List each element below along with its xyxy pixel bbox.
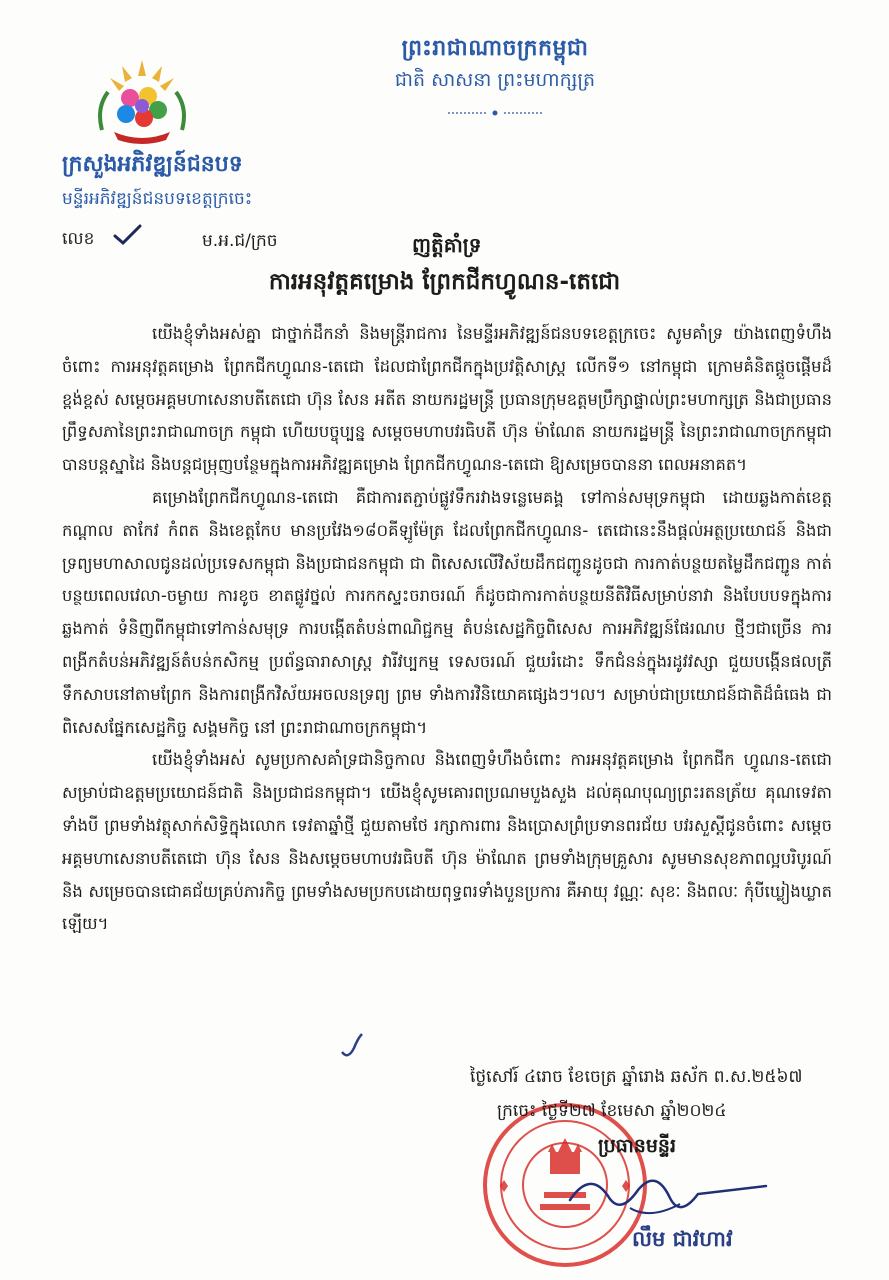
- reference-number: ម.អ.ជ/ក្រច: [202, 231, 278, 251]
- ornamental-divider: [440, 108, 550, 118]
- document-title: ការអនុវត្តគម្រោង ព្រែកជីកហ្វូណន-តេជោ: [268, 269, 621, 295]
- document-body: [62, 318, 832, 941]
- kingdom-name: ព្រះរាជាណាចក្រកម្ពុជា: [401, 36, 589, 61]
- handwritten-signature: [560, 1160, 780, 1230]
- ministry-logo: [92, 58, 192, 148]
- ministry-name: ក្រសួងអភិវឌ្ឍន៍ជនបទ: [62, 152, 243, 177]
- director-title: ប្រធានមន្ទីរ: [598, 1135, 677, 1157]
- national-motto: ជាតិ សាសនា ព្រះមហាក្សត្រ: [394, 69, 596, 91]
- document-type: ញត្តិគាំទ្រ: [412, 233, 482, 257]
- department-name: មន្ទីរអភិវឌ្ឍន៍ជនបទខេត្តក្រចេះ: [62, 189, 253, 209]
- pen-mark-icon: [338, 1030, 368, 1060]
- checkmark-icon: [112, 224, 142, 246]
- body-paragraph-3: យើងខ្ញុំទាំងអស់ សូមប្រកាសគាំទ្រជានិច្ចកាល និងពេញទំហឹងចំពោះ ការអនុវត្តគម្រោង ព្រែកជីក ហ្វូណន-តេជោ សម្រាប់ជាឧត្តមប្រយោជន៍ជាតិ និងប្រជាជនកម្ពុជា។ យើងខ្ញុំសូមគោរពប្រណមបួងសួង ដល់គុណបុណ្យព្រះរតនត្រ័យ គុណទេវតាទាំងបី ព្រមទាំងវត្ថុសាក់សិទ្ធិក្នុងលោក ទេវតាឆ្នាំថ្មី ជួយតាមថែ រក្សាការពារ និងប្រោសព្រំប្រទានពរជ័យ បវរសួស្តីជូនចំពោះ សម្តេចអគ្គមហាសេនាបតីតេជោ ហ៊ុន សែន និងសម្តេចមហាបវរធិបតី ហ៊ុន ម៉ាណែត ព្រមទាំងក្រុមគ្រួសារ សូមមានសុខភាពល្អបរិបូរណ៍ និង សម្រេចបានជោគជ័យគ្រប់ភារកិច្ច ព្រមទាំងសមប្រកបដោយពុទ្ធពរទាំងបួនប្រការ គឺអាយុ វណ្ណៈ សុខៈ និងពលៈ កុំបីឃ្លៀងឃ្លាតឡើយ។: [62, 750, 832, 934]
- signer-name: លឹម ជាវហាវ: [632, 1227, 733, 1251]
- body-paragraph-1: យើងខ្ញុំទាំងអស់គ្នា ជាថ្នាក់ដឹកនាំ និងមន្ត្រីរាជការ នៃមន្ទីរអភិវឌ្ឍន៍ជនបទខេត្តក្រចេះ សូមគាំទ្រ យ៉ាងពេញទំហឹងចំពោះ ការអនុវត្តគម្រោង ព្រែកជីកហ្វូណន-តេជោ ដែលជាព្រែកជីកក្នុងប្រវត្តិសាស្ត្រ លើកទី១ នៅកម្ពុជា ក្រោមគំនិតផ្តួចផ្តើមដ៏ខ្ពង់ខ្ពស់ សម្តេចអគ្គមហាសេនាបតីតេជោ ហ៊ុន សែន អតីត នាយករដ្ឋមន្ត្រី ប្រធានក្រុមឧត្តមប្រឹក្សាផ្ទាល់ព្រះមហាក្សត្រ និងជាប្រធានព្រឹទ្ធសភានៃព្រះរាជាណាចក្រ កម្ពុជា ហើយបច្ចុប្បន្ន សម្តេចមហាបវរធិបតី ហ៊ុន ម៉ាណែត នាយករដ្ឋមន្ត្រី នៃព្រះរាជាណាចក្រកម្ពុជា បានបន្តស្នាដៃ និងបន្តជម្រុញបន្ថែមក្នុងការអភិវឌ្ឍគម្រោង ព្រែកជីកហ្វូណន-តេជោ ឱ្យសម្រេចបាននា ពេលអនាគត។: [62, 324, 832, 475]
- body-paragraph-2: គម្រោងព្រែកជីកហ្វូណន-តេជោ គឺជាការតភ្ជាប់ផ្លូវទឹករវាងទន្លេមេគង្គ ទៅកាន់សមុទ្រកម្ពុជា ដោយឆ្លងកាត់ខេត្តកណ្តាល តាកែវ កំពត និងខេត្តកែប មានប្រវែង១៨០គីឡូម៉ែត្រ ដែលព្រែកជីកហ្វូណន- តេជោនេះនឹងផ្តល់អត្ថប្រយោជន៍ និងជាទ្រព្យមហាសាលជូនដល់ប្រទេសកម្ពុជា និងប្រជាជនកម្ពុជា ជា ពិសេសលើវិស័យដឹកជញ្ជូនដូចជា ការកាត់បន្ថយតម្លៃដឹកជញ្ជូន កាត់បន្ថយពេលវេលា-ចម្ងាយ ការខូច ខាតផ្លូវថ្នល់ ការកកស្ទះចរាចរណ៍ ក៏ដូចជាការកាត់បន្ថយនីតិវិធីសម្រាប់នាវា និងបែបបទក្នុងការឆ្លងកាត់ ទំនិញពីកម្ពុជាទៅកាន់សមុទ្រ ការបង្កើតតំបន់ពាណិជ្ជកម្ម តំបន់សេដ្ឋកិច្ចពិសេស ការអភិវឌ្ឍន៍ផែរណប ថ្មីៗជាច្រើន ការពង្រីកតំបន់អភិវឌ្ឍន៍តំបន់កសិកម្ម ប្រព័ន្ធធារាសាស្ត្រ វារីវប្បកម្ម ទេសចរណ៍ ជួយរំដោះ ទឹកជំនន់ក្នុងរដូវវស្សា ជួយបង្កើនផលត្រីទឹកសាបនៅតាមព្រែក និងការពង្រីកវិស័យអចលនទ្រព្យ ព្រម ទាំងការវិនិយោគផ្សេងៗ។ល។ សម្រាប់ជាប្រយោជន៍ជាតិដ៏ធំធេង ជាពិសេសផ្នែកសេដ្ឋកិច្ច សង្គមកិច្ច នៅ ព្រះរាជាណាចក្រកម្ពុជា។: [62, 487, 832, 737]
- reference-label: លេខ: [62, 229, 95, 249]
- solar-date: ក្រចេះ ថ្ងៃទី២៧ ខែមេសា ឆ្នាំ២០២៤: [497, 1101, 727, 1121]
- lunar-date: ថ្ងៃសៅរ៍ ៤រោច ខែចេត្រ ឆ្នាំរោង ឆស័ក ព.ស.២៥៦៧: [470, 1067, 803, 1087]
